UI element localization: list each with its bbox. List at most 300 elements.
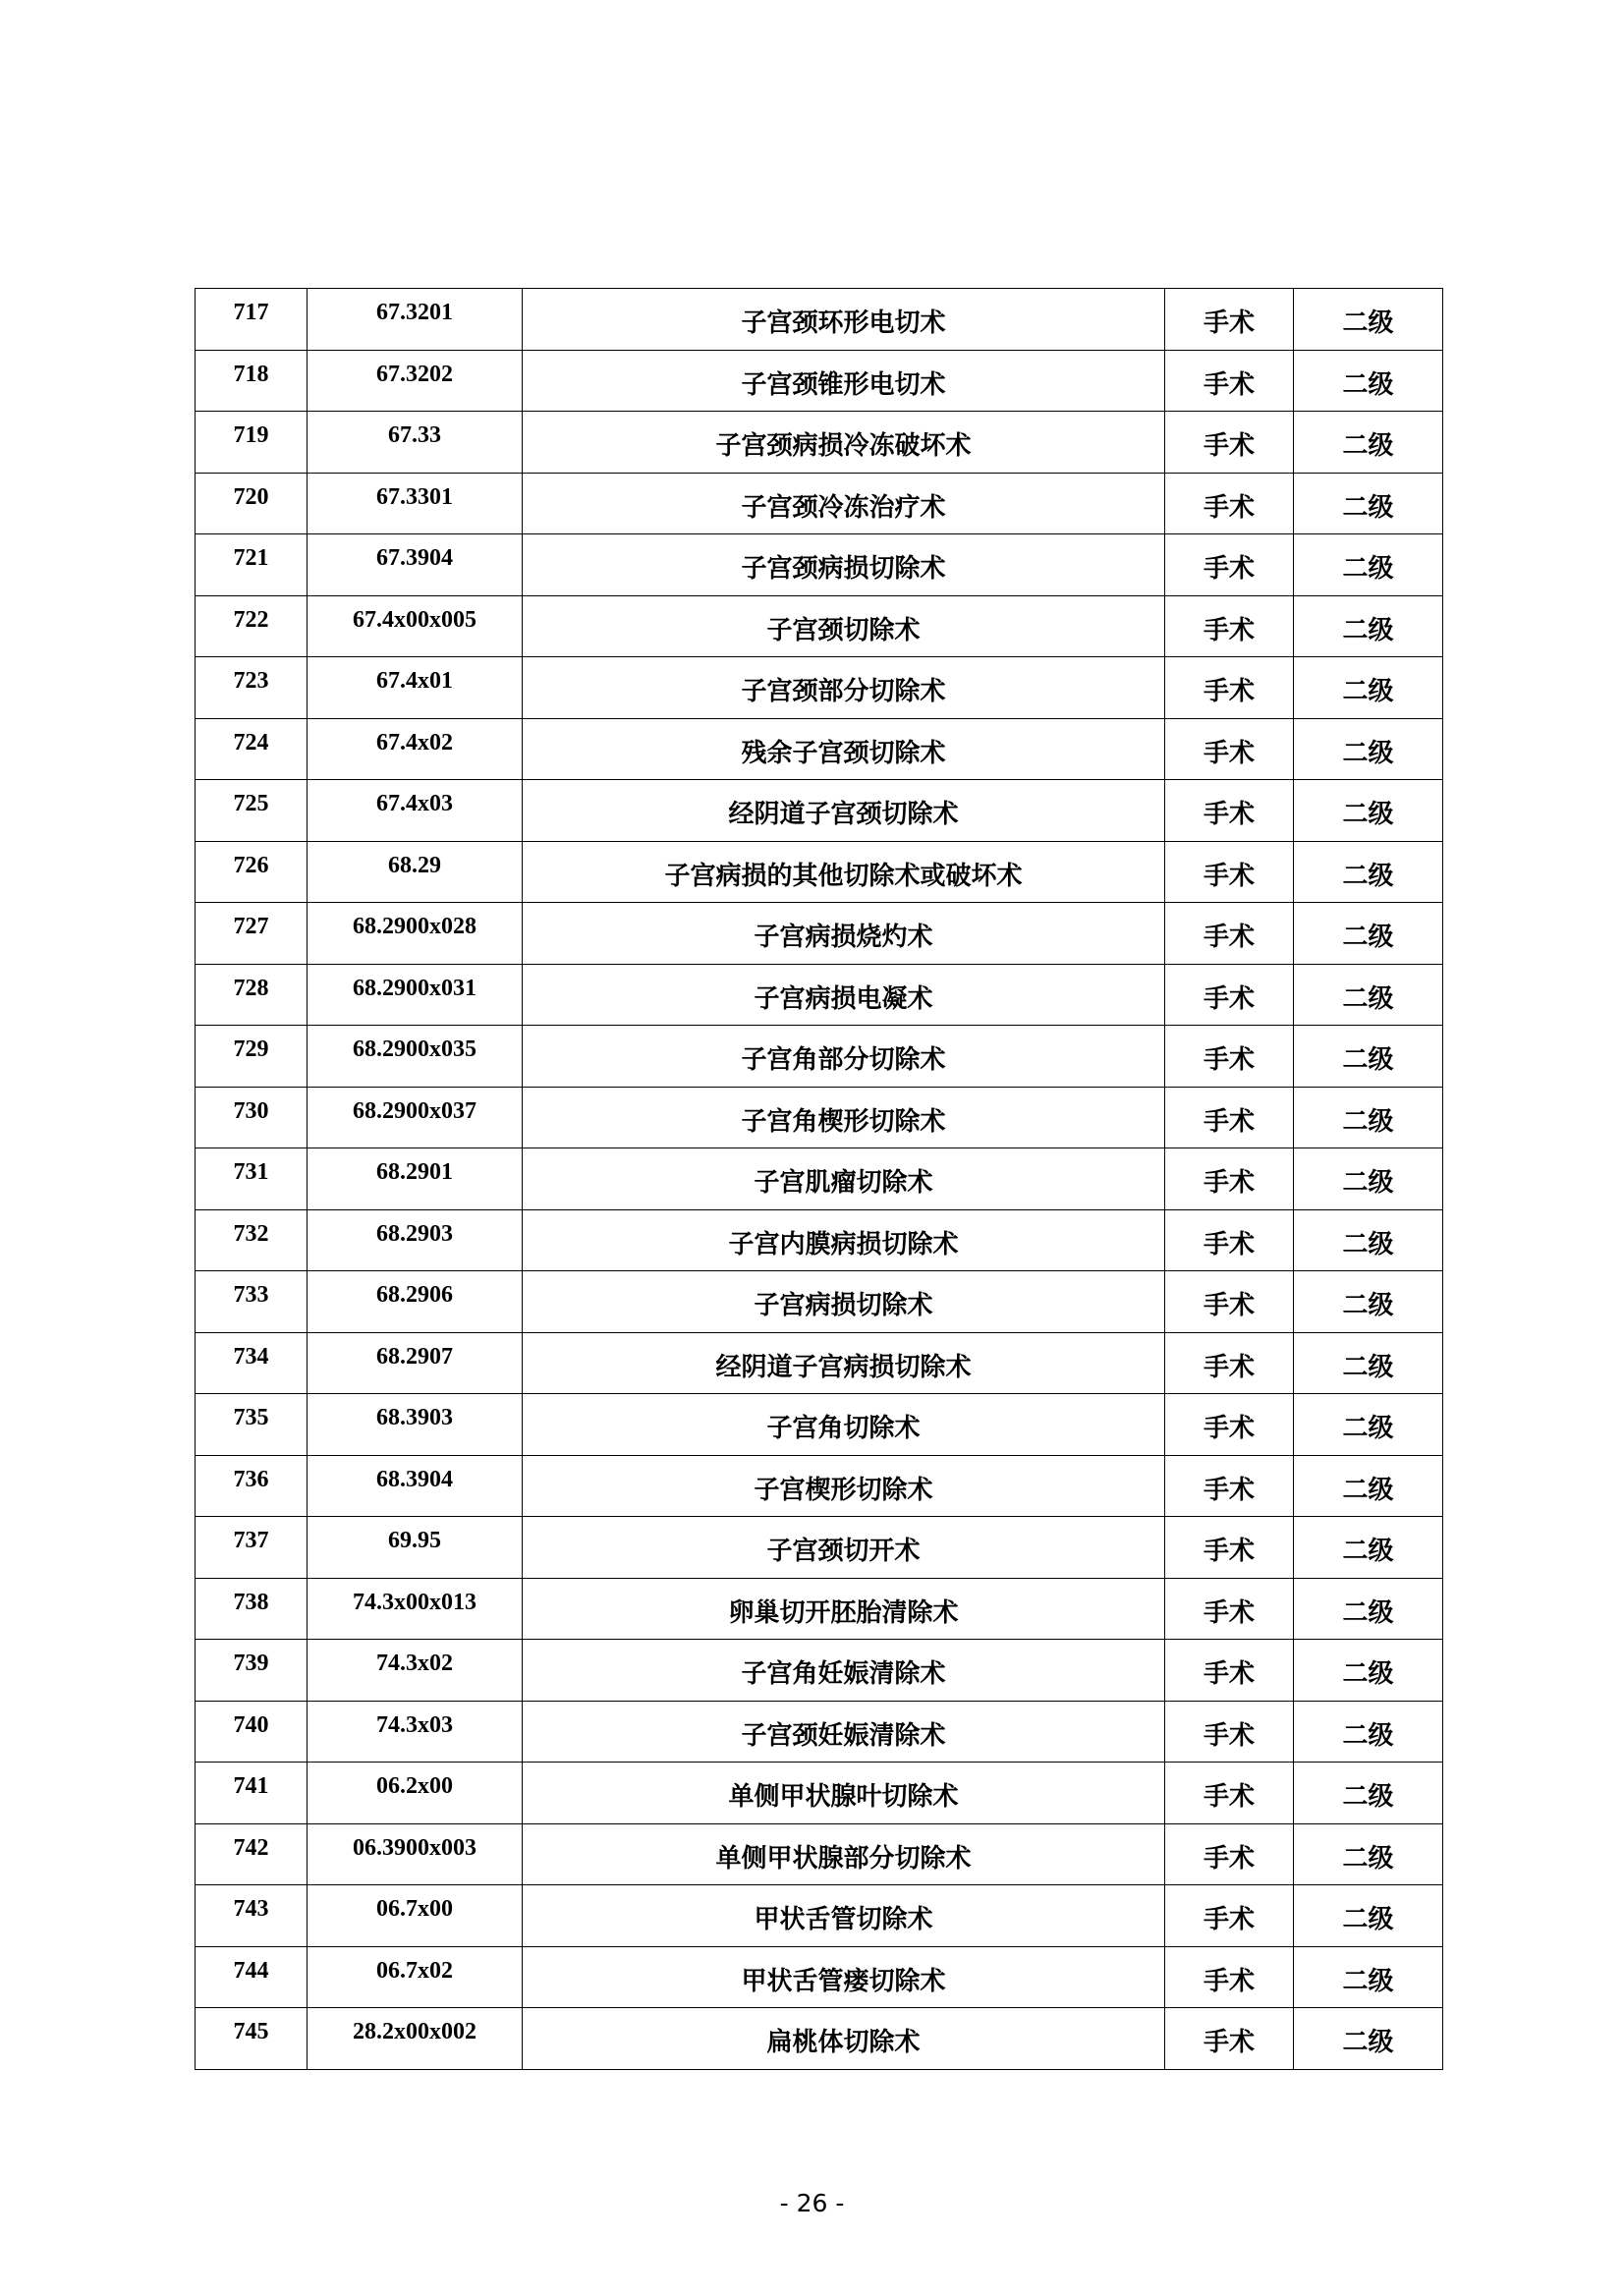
procedure-code-cell-text: 74.3x03	[376, 1711, 453, 1738]
procedure-code-cell-text: 68.2900x031	[353, 975, 476, 1001]
row-number-cell-text: 722	[233, 606, 269, 633]
procedure-name-cell	[523, 1578, 1165, 1640]
procedure-type-cell	[1165, 534, 1294, 596]
procedure-code-cell-text: 67.4x01	[376, 668, 453, 695]
row-number-cell-text: 727	[233, 914, 269, 940]
procedure-code-cell	[308, 1087, 523, 1148]
procedure-name-cell	[523, 1701, 1165, 1763]
row-number-cell	[196, 964, 308, 1026]
procedure-type-cell-text: 手术	[1203, 677, 1255, 707]
procedure-type-cell	[1165, 1394, 1294, 1456]
procedure-name-cell	[523, 1209, 1165, 1271]
row-number-cell-text: 724	[233, 729, 269, 756]
table-row	[196, 1823, 1443, 1885]
row-number-cell	[196, 718, 308, 780]
procedure-type-cell	[1165, 1885, 1294, 1947]
procedure-type-cell-text: 手术	[1203, 1045, 1255, 1076]
table-row	[196, 2008, 1443, 2070]
procedure-type-cell	[1165, 1148, 1294, 1210]
row-number-cell-text: 745	[233, 2019, 269, 2045]
procedure-name-cell-text: 子宫内膜病损切除术	[728, 1229, 959, 1259]
procedure-name-cell-text: 子宫病损的其他切除术或破坏术	[664, 861, 1023, 891]
procedure-name-cell	[523, 1823, 1165, 1885]
procedure-level-cell	[1294, 473, 1443, 534]
procedure-name-cell	[523, 1026, 1165, 1088]
procedure-type-cell	[1165, 657, 1294, 719]
procedure-level-cell-text: 二级	[1342, 431, 1394, 462]
procedure-name-cell	[523, 657, 1165, 719]
procedure-name-cell-text: 子宫颈锥形电切术	[741, 369, 946, 400]
table-row	[196, 841, 1443, 903]
procedure-level-cell	[1294, 1701, 1443, 1763]
procedure-code-cell-text: 06.3900x003	[353, 1834, 476, 1861]
procedure-code-cell-text: 68.2900x028	[353, 914, 476, 940]
table-row	[196, 964, 1443, 1026]
procedure-code-cell	[308, 1455, 523, 1517]
procedure-level-cell	[1294, 1394, 1443, 1456]
procedure-name-cell-text: 子宫角楔形切除术	[741, 1106, 946, 1137]
row-number-cell-text: 744	[233, 1957, 269, 1984]
procedure-name-cell-text: 子宫颈冷冻治疗术	[741, 492, 946, 523]
procedure-type-cell-text: 手术	[1203, 308, 1255, 339]
row-number-cell-text: 726	[233, 852, 269, 878]
procedure-code-cell	[308, 1701, 523, 1763]
procedure-name-cell	[523, 1517, 1165, 1579]
procedure-code-cell-text: 67.3301	[376, 483, 453, 510]
row-number-cell	[196, 473, 308, 534]
procedure-name-cell	[523, 1640, 1165, 1702]
procedure-name-cell-text: 子宫颈切除术	[766, 615, 921, 645]
procedure-level-cell	[1294, 412, 1443, 474]
procedure-type-cell	[1165, 1946, 1294, 2008]
row-number-cell-text: 735	[233, 1405, 269, 1431]
procedure-name-cell	[523, 1885, 1165, 1947]
procedure-code-cell	[308, 841, 523, 903]
procedure-level-cell-text: 二级	[1342, 1414, 1394, 1444]
table-row	[196, 1763, 1443, 1824]
procedure-level-cell-text: 二级	[1342, 1106, 1394, 1137]
procedure-code-cell	[308, 657, 523, 719]
procedure-code-cell	[308, 1578, 523, 1640]
procedure-type-cell	[1165, 1823, 1294, 1885]
procedure-type-cell	[1165, 1517, 1294, 1579]
procedure-type-cell	[1165, 1701, 1294, 1763]
table-row	[196, 780, 1443, 842]
row-number-cell-text: 717	[233, 300, 269, 326]
table-row	[196, 289, 1443, 351]
row-number-cell-text: 742	[233, 1834, 269, 1861]
procedure-name-cell	[523, 1271, 1165, 1333]
procedure-level-cell	[1294, 1332, 1443, 1394]
row-number-cell	[196, 1026, 308, 1088]
procedure-level-cell-text: 二级	[1342, 677, 1394, 707]
procedure-name-cell	[523, 964, 1165, 1026]
procedure-type-cell	[1165, 473, 1294, 534]
table-row	[196, 1087, 1443, 1148]
procedure-name-cell	[523, 534, 1165, 596]
procedure-level-cell-text: 二级	[1342, 1659, 1394, 1690]
row-number-cell	[196, 1087, 308, 1148]
procedure-level-cell-text: 二级	[1342, 1966, 1394, 1996]
procedure-type-cell	[1165, 1026, 1294, 1088]
procedure-code-cell-text: 68.2900x035	[353, 1036, 476, 1063]
procedure-name-cell	[523, 2008, 1165, 2070]
procedure-type-cell-text: 手术	[1203, 1905, 1255, 1935]
procedure-code-cell	[308, 964, 523, 1026]
table-row	[196, 1517, 1443, 1579]
procedure-type-cell	[1165, 595, 1294, 657]
procedure-type-cell-text: 手术	[1203, 1537, 1255, 1567]
procedure-type-cell-text: 手术	[1203, 1414, 1255, 1444]
row-number-cell	[196, 1763, 308, 1824]
procedure-code-cell	[308, 1946, 523, 2008]
procedure-name-cell	[523, 841, 1165, 903]
procedure-name-cell	[523, 595, 1165, 657]
procedure-name-cell-text: 子宫病损烧灼术	[754, 923, 933, 953]
procedure-type-cell-text: 手术	[1203, 983, 1255, 1014]
procedure-code-cell-text: 67.3201	[376, 300, 453, 326]
procedure-level-cell	[1294, 718, 1443, 780]
row-number-cell-text: 741	[233, 1773, 269, 1800]
procedure-type-cell	[1165, 718, 1294, 780]
procedure-level-cell	[1294, 841, 1443, 903]
procedure-type-cell	[1165, 1209, 1294, 1271]
row-number-cell	[196, 841, 308, 903]
procedure-type-cell	[1165, 1087, 1294, 1148]
procedure-code-cell-text: 68.2907	[376, 1343, 453, 1370]
procedure-code-cell-text: 68.3903	[376, 1405, 453, 1431]
procedure-level-cell	[1294, 1823, 1443, 1885]
procedure-code-cell	[308, 289, 523, 351]
table-row	[196, 1885, 1443, 1947]
procedure-name-cell	[523, 1332, 1165, 1394]
procedure-type-cell-text: 手术	[1203, 615, 1255, 645]
row-number-cell	[196, 1640, 308, 1702]
procedure-name-cell-text: 单侧甲状腺叶切除术	[728, 1782, 959, 1813]
table-row	[196, 534, 1443, 596]
procedure-name-cell-text: 子宫角妊娠清除术	[741, 1659, 946, 1690]
procedure-code-cell	[308, 534, 523, 596]
procedure-name-cell-text: 甲状舌管瘘切除术	[741, 1966, 946, 1996]
procedure-name-cell	[523, 473, 1165, 534]
table-row	[196, 1946, 1443, 2008]
procedure-level-cell-text: 二级	[1342, 983, 1394, 1014]
row-number-cell-text: 730	[233, 1097, 269, 1124]
procedure-name-cell-text: 子宫颈部分切除术	[741, 677, 946, 707]
procedure-name-cell	[523, 350, 1165, 412]
row-number-cell-text: 739	[233, 1651, 269, 1677]
procedure-code-cell	[308, 1026, 523, 1088]
row-number-cell	[196, 1148, 308, 1210]
procedure-name-cell-text: 甲状舌管切除术	[754, 1905, 933, 1935]
procedure-type-cell-text: 手术	[1203, 492, 1255, 523]
procedure-code-cell	[308, 2008, 523, 2070]
procedure-type-cell-text: 手术	[1203, 1229, 1255, 1259]
procedure-type-cell	[1165, 964, 1294, 1026]
procedure-level-cell-text: 二级	[1342, 1905, 1394, 1935]
table-row	[196, 718, 1443, 780]
row-number-cell	[196, 1455, 308, 1517]
procedure-name-cell	[523, 1763, 1165, 1824]
procedure-code-cell-text: 67.4x00x005	[353, 606, 476, 633]
procedure-table-body	[196, 289, 1443, 2070]
row-number-cell	[196, 1271, 308, 1333]
table-row	[196, 657, 1443, 719]
procedure-level-cell-text: 二级	[1342, 1597, 1394, 1628]
procedure-type-cell	[1165, 903, 1294, 965]
procedure-level-cell-text: 二级	[1342, 1168, 1394, 1199]
procedure-code-cell	[308, 718, 523, 780]
procedure-code-cell	[308, 1332, 523, 1394]
procedure-level-cell-text: 二级	[1342, 1475, 1394, 1505]
row-number-cell	[196, 289, 308, 351]
procedure-type-cell-text: 手术	[1203, 1106, 1255, 1137]
row-number-cell	[196, 350, 308, 412]
row-number-cell	[196, 1517, 308, 1579]
procedure-type-cell	[1165, 350, 1294, 412]
procedure-code-cell-text: 67.3202	[376, 361, 453, 387]
procedure-level-cell	[1294, 1885, 1443, 1947]
procedure-level-cell	[1294, 289, 1443, 351]
procedure-type-cell-text: 手术	[1203, 431, 1255, 462]
procedure-level-cell	[1294, 2008, 1443, 2070]
procedure-code-cell	[308, 1517, 523, 1579]
row-number-cell-text: 743	[233, 1896, 269, 1923]
procedure-name-cell	[523, 1087, 1165, 1148]
procedure-name-cell	[523, 1455, 1165, 1517]
procedure-type-cell-text: 手术	[1203, 1782, 1255, 1813]
row-number-cell	[196, 1209, 308, 1271]
procedure-type-cell-text: 手术	[1203, 1291, 1255, 1321]
procedure-type-cell-text: 手术	[1203, 2028, 1255, 2058]
procedure-code-cell	[308, 1885, 523, 1947]
procedure-type-cell-text: 手术	[1203, 369, 1255, 400]
procedure-level-cell	[1294, 903, 1443, 965]
table-row	[196, 1640, 1443, 1702]
procedure-code-cell-text: 68.3904	[376, 1466, 453, 1492]
procedure-code-cell	[308, 350, 523, 412]
table-row	[196, 1148, 1443, 1210]
row-number-cell	[196, 1946, 308, 2008]
procedure-type-cell-text: 手术	[1203, 1843, 1255, 1874]
procedure-code-cell	[308, 1148, 523, 1210]
procedure-type-cell-text: 手术	[1203, 1720, 1255, 1751]
procedure-name-cell-text: 经阴道子宫病损切除术	[715, 1352, 972, 1382]
procedure-name-cell-text: 子宫颈环形电切术	[741, 308, 946, 339]
procedure-level-cell	[1294, 657, 1443, 719]
procedure-level-cell	[1294, 1148, 1443, 1210]
row-number-cell	[196, 1823, 308, 1885]
procedure-level-cell-text: 二级	[1342, 554, 1394, 585]
procedure-name-cell-text: 子宫颈切开术	[766, 1537, 921, 1567]
row-number-cell	[196, 780, 308, 842]
procedure-code-cell-text: 28.2x00x002	[353, 2019, 476, 2045]
procedure-type-cell-text: 手术	[1203, 738, 1255, 768]
row-number-cell-text: 733	[233, 1282, 269, 1309]
procedure-level-cell	[1294, 1578, 1443, 1640]
procedure-name-cell-text: 子宫角切除术	[766, 1414, 921, 1444]
procedure-level-cell	[1294, 1946, 1443, 2008]
procedure-name-cell	[523, 780, 1165, 842]
procedure-type-cell	[1165, 1763, 1294, 1824]
procedure-name-cell-text: 经阴道子宫颈切除术	[728, 800, 959, 830]
procedure-type-cell-text: 手术	[1203, 554, 1255, 585]
procedure-name-cell	[523, 1946, 1165, 2008]
procedure-name-cell-text: 子宫颈妊娠清除术	[741, 1720, 946, 1751]
procedure-name-cell-text: 扁桃体切除术	[766, 2028, 921, 2058]
procedure-code-cell-text: 67.3904	[376, 545, 453, 572]
row-number-cell	[196, 534, 308, 596]
procedure-level-cell	[1294, 1026, 1443, 1088]
row-number-cell	[196, 412, 308, 474]
procedure-type-cell-text: 手术	[1203, 1168, 1255, 1199]
procedure-level-cell	[1294, 534, 1443, 596]
procedure-type-cell	[1165, 412, 1294, 474]
procedure-code-cell	[308, 1763, 523, 1824]
procedure-code-cell	[308, 1271, 523, 1333]
table-row	[196, 1332, 1443, 1394]
row-number-cell	[196, 2008, 308, 2070]
procedure-name-cell-text: 子宫病损切除术	[754, 1291, 933, 1321]
procedure-code-cell	[308, 473, 523, 534]
procedure-level-cell	[1294, 1455, 1443, 1517]
row-number-cell-text: 720	[233, 483, 269, 510]
procedure-code-cell	[308, 595, 523, 657]
procedure-name-cell-text: 子宫楔形切除术	[754, 1475, 933, 1505]
procedure-name-cell-text: 子宫颈病损切除术	[741, 554, 946, 585]
procedure-type-cell	[1165, 1332, 1294, 1394]
procedure-level-cell	[1294, 1640, 1443, 1702]
procedure-type-cell-text: 手术	[1203, 1597, 1255, 1628]
row-number-cell-text: 721	[233, 545, 269, 572]
table-row	[196, 595, 1443, 657]
procedure-code-cell-text: 68.2901	[376, 1159, 453, 1186]
procedure-level-cell-text: 二级	[1342, 1352, 1394, 1382]
procedure-level-cell-text: 二级	[1342, 2028, 1394, 2058]
row-number-cell-text: 728	[233, 975, 269, 1001]
row-number-cell	[196, 1885, 308, 1947]
procedure-level-cell-text: 二级	[1342, 923, 1394, 953]
row-number-cell-text: 718	[233, 361, 269, 387]
row-number-cell-text: 731	[233, 1159, 269, 1186]
procedure-level-cell-text: 二级	[1342, 1720, 1394, 1751]
procedure-code-cell-text: 67.4x02	[376, 729, 453, 756]
procedure-code-cell-text: 74.3x02	[376, 1651, 453, 1677]
procedure-level-cell-text: 二级	[1342, 800, 1394, 830]
procedure-level-cell	[1294, 780, 1443, 842]
procedure-code-cell	[308, 1394, 523, 1456]
procedure-code-cell	[308, 780, 523, 842]
procedure-name-cell-text: 子宫肌瘤切除术	[754, 1168, 933, 1199]
procedure-type-cell-text: 手术	[1203, 1352, 1255, 1382]
procedure-name-cell	[523, 1394, 1165, 1456]
table-row	[196, 473, 1443, 534]
table-row	[196, 1209, 1443, 1271]
procedure-type-cell	[1165, 289, 1294, 351]
row-number-cell-text: 732	[233, 1220, 269, 1247]
procedure-level-cell-text: 二级	[1342, 1782, 1394, 1813]
row-number-cell-text: 737	[233, 1528, 269, 1554]
row-number-cell-text: 734	[233, 1343, 269, 1370]
table-row	[196, 412, 1443, 474]
row-number-cell-text: 723	[233, 668, 269, 695]
table-row	[196, 1455, 1443, 1517]
procedure-code-cell	[308, 903, 523, 965]
procedure-type-cell-text: 手术	[1203, 861, 1255, 891]
procedure-level-cell	[1294, 595, 1443, 657]
row-number-cell-text: 729	[233, 1036, 269, 1063]
procedure-level-cell-text: 二级	[1342, 492, 1394, 523]
row-number-cell-text: 725	[233, 791, 269, 817]
row-number-cell	[196, 1701, 308, 1763]
procedure-code-cell-text: 68.2906	[376, 1282, 453, 1309]
procedure-level-cell	[1294, 1271, 1443, 1333]
procedure-name-cell-text: 子宫病损电凝术	[754, 983, 933, 1014]
table-row	[196, 1271, 1443, 1333]
procedure-level-cell	[1294, 964, 1443, 1026]
procedure-level-cell-text: 二级	[1342, 738, 1394, 768]
row-number-cell	[196, 657, 308, 719]
table-row	[196, 1701, 1443, 1763]
procedure-level-cell-text: 二级	[1342, 1843, 1394, 1874]
procedure-code-cell-text: 68.2903	[376, 1220, 453, 1247]
table-row	[196, 903, 1443, 965]
procedure-code-cell	[308, 412, 523, 474]
row-number-cell	[196, 595, 308, 657]
procedure-name-cell-text: 单侧甲状腺部分切除术	[715, 1843, 972, 1874]
procedure-level-cell	[1294, 1763, 1443, 1824]
procedure-type-cell	[1165, 780, 1294, 842]
table-row	[196, 350, 1443, 412]
procedure-level-cell-text: 二级	[1342, 308, 1394, 339]
procedure-code-cell-text: 68.29	[388, 852, 441, 878]
procedure-code-cell	[308, 1823, 523, 1885]
procedure-code-cell-text: 67.33	[388, 422, 441, 449]
procedure-name-cell-text: 卵巢切开胚胎清除术	[728, 1597, 959, 1628]
page-number: - 26 -	[779, 2189, 845, 2217]
procedure-name-cell	[523, 412, 1165, 474]
procedure-level-cell-text: 二级	[1342, 1045, 1394, 1076]
procedure-name-cell-text: 残余子宫颈切除术	[741, 738, 946, 768]
procedure-level-cell-text: 二级	[1342, 861, 1394, 891]
procedure-type-cell-text: 手术	[1203, 1966, 1255, 1996]
procedure-type-cell	[1165, 2008, 1294, 2070]
procedure-name-cell-text: 子宫颈病损冷冻破坏术	[715, 431, 972, 462]
procedure-type-cell-text: 手术	[1203, 800, 1255, 830]
procedure-type-cell-text: 手术	[1203, 923, 1255, 953]
procedure-level-cell-text: 二级	[1342, 1229, 1394, 1259]
procedure-type-cell-text: 手术	[1203, 1659, 1255, 1690]
row-number-cell	[196, 903, 308, 965]
procedure-code-cell-text: 06.7x02	[376, 1957, 453, 1984]
procedure-name-cell	[523, 718, 1165, 780]
procedure-type-cell	[1165, 841, 1294, 903]
table-row	[196, 1394, 1443, 1456]
procedure-level-cell-text: 二级	[1342, 615, 1394, 645]
procedure-level-cell-text: 二级	[1342, 369, 1394, 400]
row-number-cell-text: 740	[233, 1711, 269, 1738]
procedure-code-cell	[308, 1209, 523, 1271]
procedure-level-cell	[1294, 1209, 1443, 1271]
procedure-name-cell	[523, 289, 1165, 351]
procedure-level-cell	[1294, 1087, 1443, 1148]
row-number-cell-text: 736	[233, 1466, 269, 1492]
procedure-table	[195, 288, 1443, 2070]
procedure-type-cell	[1165, 1578, 1294, 1640]
procedure-type-cell	[1165, 1640, 1294, 1702]
table-row	[196, 1026, 1443, 1088]
procedure-name-cell	[523, 1148, 1165, 1210]
